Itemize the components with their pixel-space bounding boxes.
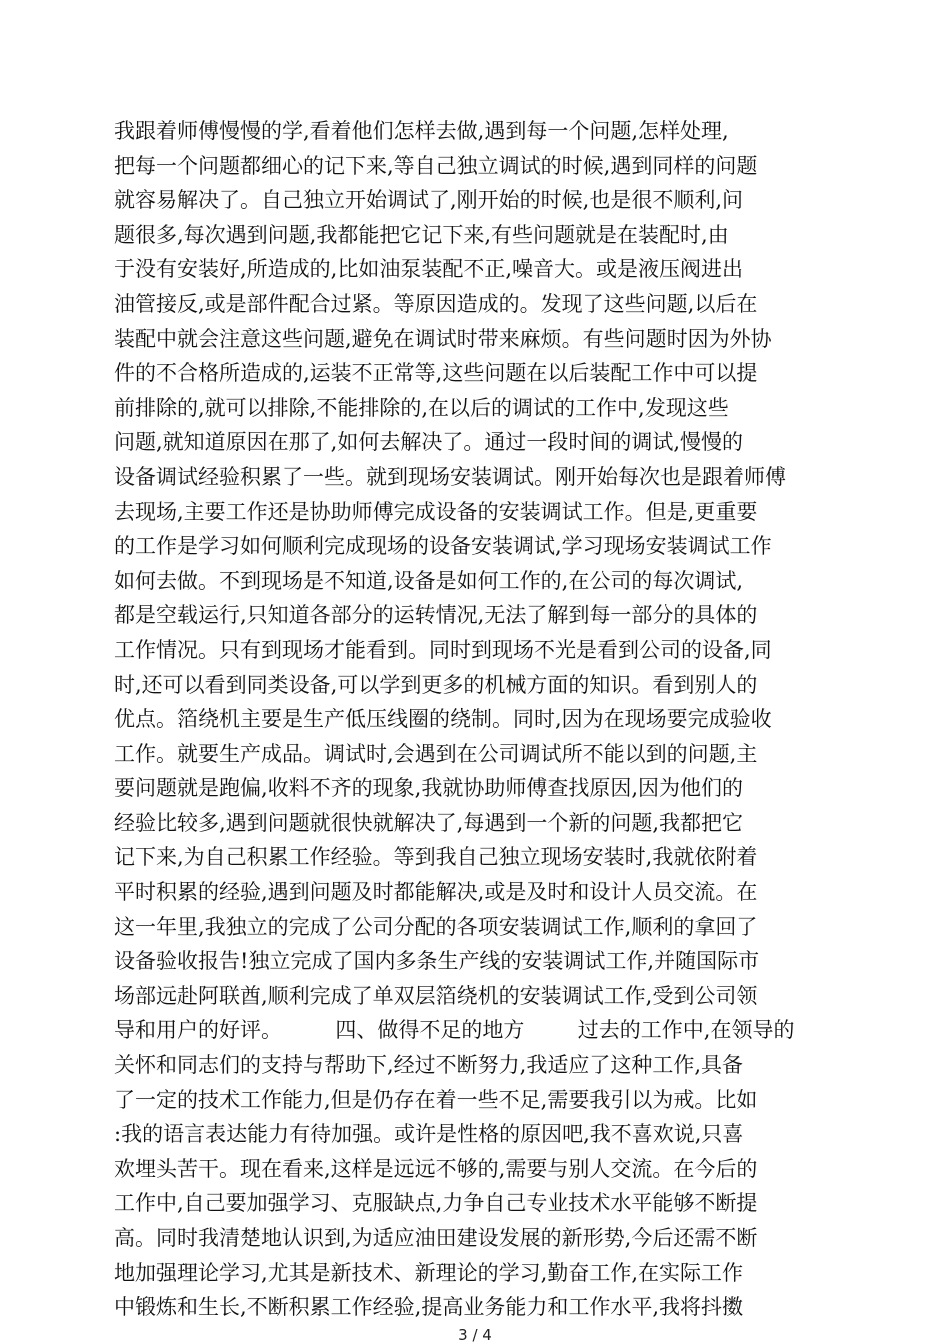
text-line: 高。同时我清楚地认识到,为适应油田建设发展的新形势,今后还需不断 [114, 1226, 758, 1250]
text-line: 工作。就要生产成品。调试时,会遇到在公司调试所不能以到的问题,主 [114, 741, 758, 766]
text-line: 去现场,主要工作还是协助师傅完成设备的安装调试工作。但是,更重要 [114, 499, 758, 524]
text-line: 把每一个问题都细心的记下来,等自己独立调试的时候,遇到同样的问题 [114, 153, 758, 178]
text-line: 设备验收报告!独立完成了国内多条生产线的安装调试工作,并随国际市 [114, 949, 760, 974]
text-line: 设备调试经验积累了一些。就到现场安装调试。刚开始每次也是跟着师傅 [114, 464, 786, 489]
text-line: 记下来,为自己积累工作经验。等到我自己独立现场安装时,我就依附着 [114, 845, 758, 870]
text-line: :我的语言表达能力有待加强。或许是性格的原因吧,我不喜欢说,只喜 [114, 1122, 744, 1147]
text-line: 工作情况。只有到现场才能看到。同时到现场不光是看到公司的设备,同 [114, 637, 772, 662]
body-text [114, 114, 844, 1325]
text-line: 平时积累的经验,遇到问题及时都能解决,或是及时和设计人员交流。在 [114, 880, 758, 905]
text-line: 就容易解决了。自己独立开始调试了,刚开始的时候,也是很不顺利,问 [114, 188, 744, 213]
text-line: 我跟着师傅慢慢的学,看着他们怎样去做,遇到每一个问题,怎样处理, [114, 119, 729, 143]
text-line: 经验比较多,遇到问题就很快就解决了,每遇到一个新的问题,我都把它 [114, 810, 744, 835]
text-line: 的工作是学习如何顺利完成现场的设备安装调试,学习现场安装调试工作 [114, 534, 772, 559]
text-line: 都是空载运行,只知道各部分的运转情况,无法了解到每一部分的具体的 [114, 603, 758, 628]
text-line: 关怀和同志们的支持与帮助下,经过不断努力,我适应了这种工作,具备 [114, 1053, 744, 1078]
text-line: 装配中就会注意这些问题,避免在调试时带来麻烦。有些问题时因为外协 [114, 326, 772, 351]
text-line: 件的不合格所造成的,运装不正常等,这些问题在以后装配工作中可以提 [114, 361, 758, 386]
text-line: 欢埋头苦干。现在看来,这样是远远不够的,需要与别人交流。在今后的 [114, 1156, 758, 1181]
page-number: 3 / 4 [458, 1326, 492, 1344]
text-line: 中锻炼和生长,不断积累工作经验,提高业务能力和工作水平,我将抖擞 [114, 1295, 744, 1320]
text-line: 地加强理论学习,尤其是新技术、新理论的学习,勤奋工作,在实际工作 [114, 1260, 744, 1285]
text-line: 于没有安装好,所造成的,比如油泵装配不正,噪音大。或是液压阀进出 [114, 257, 744, 282]
text-line: 导和用户的好评。 四、做得不足的地方 过去的工作中,在领导的 [114, 1018, 795, 1043]
text-line: 了一定的技术工作能力,但是仍存在着一些不足,需要我引以为戒。比如 [114, 1087, 758, 1112]
text-line: 油管接反,或是部件配合过紧。等原因造成的。发现了这些问题,以后在 [114, 291, 758, 316]
text-line: 如何去做。不到现场是不知道,设备是如何工作的,在公司的每次调试, [114, 568, 744, 593]
text-line: 这一年里,我独立的完成了公司分配的各项安装调试工作,顺利的拿回了 [114, 914, 758, 939]
text-line: 时,还可以看到同类设备,可以学到更多的机械方面的知识。看到别人的 [114, 672, 758, 697]
text-line: 优点。箔绕机主要是生产低压线圈的绕制。同时,因为在现场要完成验收 [114, 707, 772, 732]
text-line: 工作中,自己要加强学习、克服缺点,力争自己专业技术水平能够不断提 [114, 1191, 758, 1216]
text-line: 问题,就知道原因在那了,如何去解决了。通过一段时间的调试,慢慢的 [114, 430, 744, 455]
text-line: 要问题就是跑偏,收料不齐的现象,我就协助师傅查找原因,因为他们的 [114, 776, 744, 801]
text-line: 场部远赴阿联酋,顺利完成了单双层箔绕机的安装调试工作,受到公司领 [114, 983, 758, 1008]
text-line: 前排除的,就可以排除,不能排除的,在以后的调试的工作中,发现这些 [114, 395, 729, 420]
text-line: 题很多,每次遇到问题,我都能把它记下来,有些问题就是在装配时,由 [114, 222, 729, 247]
